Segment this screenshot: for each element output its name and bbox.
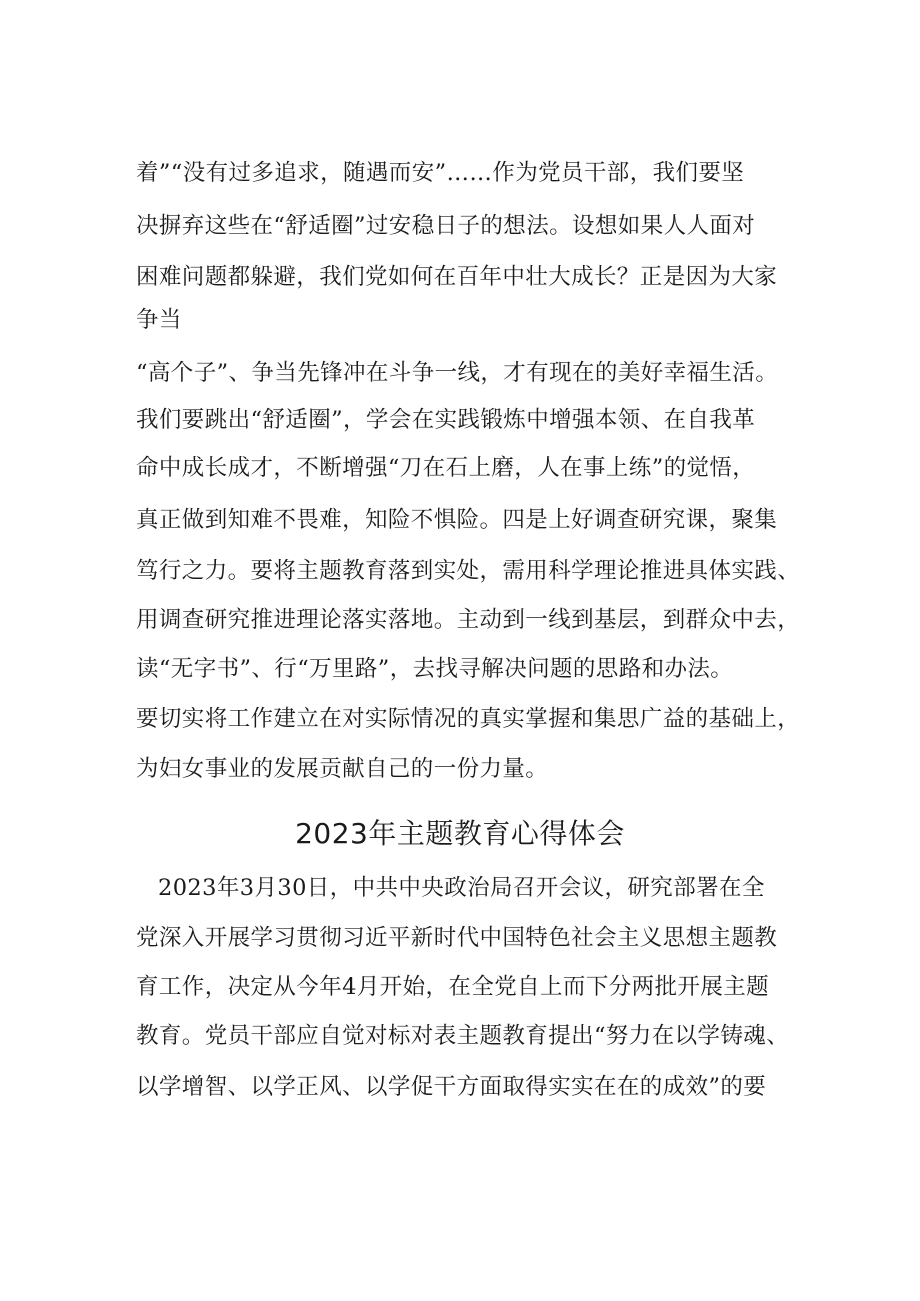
paragraph-line: 育工作，决定从今年4月开始，在全党自上而下分两批开展主题 (136, 974, 770, 1000)
paragraph-line: 以学增智、以学正风、以学促干方面取得实实在在的成效”的要 (136, 1074, 767, 1100)
paragraph-line: 党深入开展学习贯彻习近平新时代中国特色社会主义思想主题教 (136, 925, 778, 951)
paragraph-line: 要切实将工作建立在对实际情况的真实掌握和集思广益的基础上， (136, 706, 801, 732)
paragraph-line: 笃行之力。要将主题教育落到实处，需用科学理论推进具体实践、 (136, 558, 801, 584)
paragraph-line: 命中成长成才，不断增强“刀在石上磨，人在事上练”的觉悟， (136, 455, 756, 481)
paragraph-line: 教育。党员干部应自觉对标对表主题教育提出“努力在以学铸魂、 (136, 1023, 790, 1049)
paragraph-line: 读“无字书”、行“万里路”，去找寻解决问题的思路和办法。 (136, 656, 734, 682)
paragraph-line: “高个子”、争当先锋冲在斗争一线，才有现在的美好幸福生活。 (136, 360, 779, 386)
paragraph-line: 着”“没有过多追求，随遇而安”……作为党员干部，我们要坚 (136, 160, 745, 186)
paragraph-line: 2023年3月30日，中共中央政治局召开会议，研究部署在全 (158, 875, 765, 901)
paragraph-line: 用调查研究推进理论落实落地。主动到一线到基层，到群众中去， (136, 607, 801, 633)
paragraph-line: 争当 (136, 307, 182, 333)
paragraph-line: 为妇女事业的发展贡献自己的一份力量。 (136, 756, 549, 782)
section-title: 2023年主题教育心得体会 (295, 817, 625, 850)
paragraph-line: 决摒弃这些在“舒适圈”过安稳日子的想法。设想如果人人面对 (136, 213, 756, 239)
paragraph-line: 我们要跳出“舒适圈”，学会在实践锻炼中增强本领、在自我革 (136, 407, 756, 433)
paragraph-line: 真正做到知难不畏难，知险不惧险。四是上好调查研究课，聚集 (136, 507, 778, 533)
paragraph-line: 困难问题都躲避，我们党如何在百年中壮大成长？正是因为大家 (136, 264, 778, 290)
